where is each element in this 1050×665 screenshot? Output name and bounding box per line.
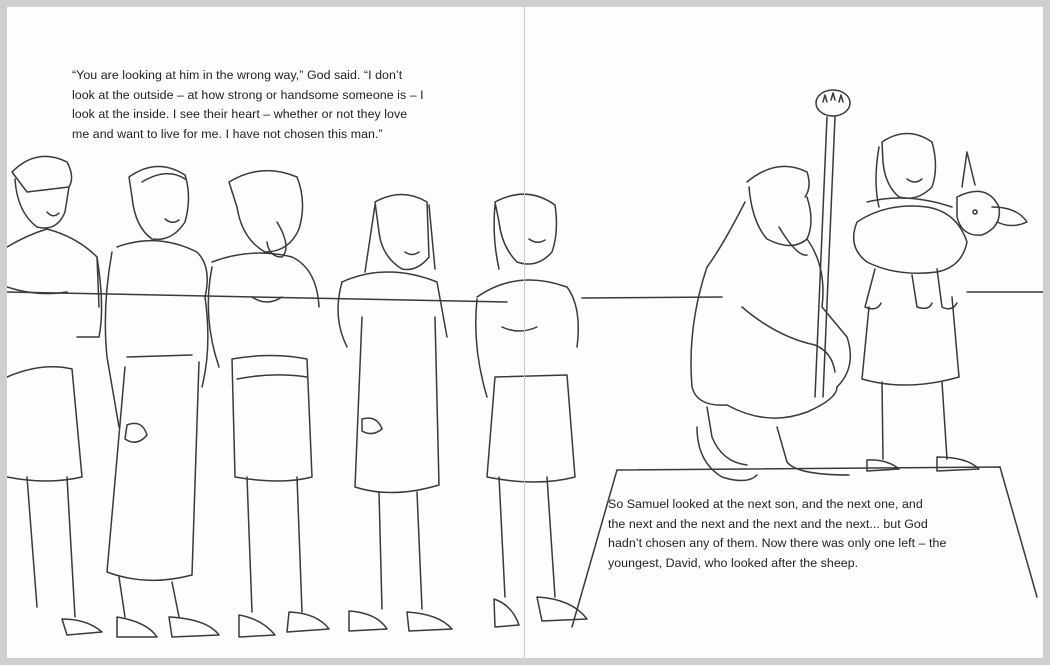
- book-spread: [7, 7, 1043, 658]
- right-page-text: [608, 495, 1008, 573]
- text-line: look at the outside – at how strong or handsome someone is – I: [72, 87, 424, 102]
- brother-figure-3: [208, 171, 329, 637]
- brother-figure-4: [338, 195, 452, 632]
- lamb-figure: [854, 152, 1027, 309]
- left-page-text: [72, 66, 472, 144]
- horizon-line-right: [582, 297, 722, 298]
- page-gutter: [524, 7, 525, 658]
- david-figure: [862, 134, 979, 472]
- brother-figure-2: [105, 166, 219, 637]
- brother-figure-1: [7, 156, 102, 635]
- samuel-figure: [691, 90, 850, 481]
- text-line: So Samuel looked at the next son, and the next one, and: [608, 497, 923, 511]
- text-line: look at the inside. I see their heart – whether or not they love: [72, 107, 408, 121]
- brother-figure-5: [476, 194, 587, 627]
- text-line: “You are looking at him in the wrong way,” God said. “I don’t: [72, 68, 403, 82]
- text-line: the next and the next and the next and the next... but God: [608, 516, 928, 531]
- text-line: hadn’t chosen any of them. Now there was only one left – the: [608, 536, 947, 550]
- text-line: me and want to live for me. I have not chosen this man.”: [72, 126, 383, 141]
- text-line: youngest, David, who looked after the sheep.: [608, 555, 859, 570]
